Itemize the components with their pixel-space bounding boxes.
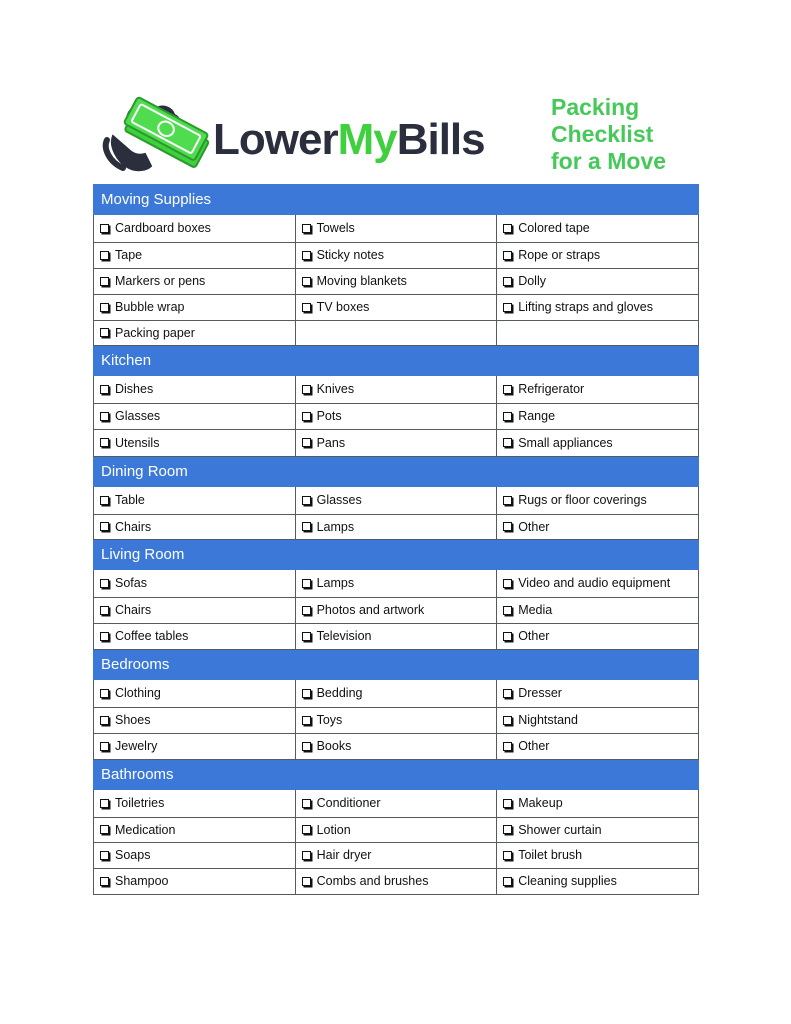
- checklist-item[interactable]: [503, 603, 552, 617]
- checklist-item[interactable]: [100, 248, 142, 262]
- checklist-item-label: Clothing: [115, 686, 161, 701]
- checkbox-icon[interactable]: [302, 303, 311, 312]
- brand-wordmark: [213, 115, 485, 164]
- checklist-item-label: Shoes: [115, 713, 151, 728]
- checklist-cell: [94, 570, 296, 598]
- checkbox-icon[interactable]: [503, 606, 512, 615]
- lowermybills-logo: [99, 96, 519, 178]
- checklist-item[interactable]: [503, 436, 613, 450]
- checkbox-icon[interactable]: [503, 825, 512, 834]
- checklist-cell: [295, 790, 497, 818]
- checklist-cell: [497, 404, 699, 430]
- checklist-item[interactable]: [100, 520, 151, 534]
- checklist-item-label: Colored tape: [518, 221, 590, 236]
- checklist-row: [94, 215, 699, 243]
- checkbox-icon[interactable]: [302, 224, 311, 233]
- checklist-item[interactable]: [503, 248, 600, 262]
- checklist-cell: [94, 404, 296, 430]
- checklist-cell: [94, 843, 296, 869]
- checklist-item[interactable]: [302, 796, 381, 810]
- title-line: Checklist: [551, 121, 654, 147]
- checklist-item-label: Tape: [115, 248, 143, 263]
- checklist-cell: [295, 624, 497, 650]
- checklist-row: [94, 708, 699, 734]
- checklist-item[interactable]: [100, 603, 151, 617]
- brand-wordmark-bills: Bills: [396, 115, 485, 164]
- checkbox-icon[interactable]: [302, 877, 311, 886]
- checklist-cell: [497, 295, 699, 321]
- checkbox-icon[interactable]: [100, 438, 109, 447]
- checklist-item-label: Dishes: [115, 382, 154, 397]
- checkbox-icon[interactable]: [100, 496, 109, 505]
- checklist-cell: [295, 843, 497, 869]
- checklist-row: [94, 376, 699, 404]
- checklist-cell: [497, 680, 699, 708]
- checklist-item[interactable]: [503, 739, 549, 753]
- checklist-item-label: Photos and artwork: [316, 603, 425, 618]
- checklist-cell: [295, 215, 497, 243]
- checklist-item[interactable]: [302, 629, 372, 643]
- page-title: [551, 94, 701, 175]
- checkbox-icon[interactable]: [503, 851, 512, 860]
- checkbox-icon[interactable]: [503, 689, 512, 698]
- checklist-cell: [497, 843, 699, 869]
- checklist-row: [94, 404, 699, 430]
- checklist-item-label: Toilet brush: [518, 848, 583, 863]
- checklist-cell: [295, 404, 497, 430]
- checklist-cell: [295, 818, 497, 843]
- checklist-item[interactable]: [302, 576, 355, 590]
- checklist-cell: [94, 790, 296, 818]
- checklist-item[interactable]: [302, 603, 425, 617]
- section-header: [94, 650, 699, 680]
- checklist-cell: [497, 708, 699, 734]
- checklist-item-label: Dresser: [518, 686, 562, 701]
- checklist-item[interactable]: [100, 221, 211, 235]
- checklist-item[interactable]: [100, 848, 150, 862]
- checkbox-icon[interactable]: [100, 877, 109, 886]
- checklist-item-label: Range: [518, 409, 556, 424]
- checklist-item[interactable]: [100, 686, 161, 700]
- brand-wordmark-lower: Lower: [213, 115, 338, 164]
- checklist-item[interactable]: [503, 300, 653, 314]
- checklist-item-label: Jewelry: [115, 739, 158, 754]
- checklist-item-label: Pots: [316, 409, 342, 424]
- checklist-item-label: Towels: [316, 221, 355, 236]
- checklist-item-label: Coffee tables: [115, 629, 189, 644]
- checklist-item[interactable]: [503, 409, 555, 423]
- checkbox-icon[interactable]: [302, 522, 311, 531]
- checkbox-icon[interactable]: [302, 799, 311, 808]
- checklist-item[interactable]: [503, 221, 590, 235]
- checklist-item-label: Shampoo: [115, 874, 169, 889]
- checklist-item[interactable]: [100, 382, 153, 396]
- checklist-item[interactable]: [302, 274, 407, 288]
- checklist-item-label: Sofas: [115, 576, 147, 591]
- checkbox-icon[interactable]: [100, 825, 109, 834]
- checklist-item-label: Bubble wrap: [115, 300, 185, 315]
- checklist-cell: [497, 321, 699, 346]
- checklist-row: [94, 570, 699, 598]
- checklist-cell: [94, 598, 296, 624]
- checklist-item-label: Lotion: [316, 822, 351, 837]
- checkbox-icon[interactable]: [100, 632, 109, 641]
- checklist-item[interactable]: [302, 823, 351, 837]
- checklist-row: [94, 295, 699, 321]
- checkbox-icon[interactable]: [302, 851, 311, 860]
- checkbox-icon[interactable]: [100, 742, 109, 751]
- checkbox-icon[interactable]: [302, 438, 311, 447]
- money-in-hand-icon: [99, 96, 211, 176]
- section-title: Bedrooms: [94, 650, 699, 680]
- checklist-item[interactable]: [302, 300, 370, 314]
- section-header: [94, 346, 699, 376]
- checklist-item[interactable]: [302, 739, 352, 753]
- checklist-cell: [497, 734, 699, 760]
- checklist-item-label: Pans: [316, 435, 346, 450]
- checkbox-icon[interactable]: [302, 742, 311, 751]
- checklist-row: [94, 487, 699, 515]
- checklist-item[interactable]: [302, 436, 346, 450]
- checklist-cell: [94, 487, 296, 515]
- checklist-item-label: Lifting straps and gloves: [518, 300, 653, 315]
- checklist-row: [94, 843, 699, 869]
- checkbox-icon[interactable]: [503, 632, 512, 641]
- brand-wordmark-my: My: [337, 115, 397, 164]
- checklist-item[interactable]: [302, 382, 355, 396]
- checklist-item-label: Medication: [115, 822, 176, 837]
- checklist-item-label: Lamps: [316, 576, 355, 591]
- checklist-item-label: Shower curtain: [518, 822, 602, 837]
- checklist-item[interactable]: [302, 221, 355, 235]
- checklist-cell: [295, 869, 497, 895]
- checklist-item[interactable]: [503, 629, 549, 643]
- checklist-item-label: Other: [518, 629, 550, 644]
- checklist-cell: [295, 680, 497, 708]
- section-header: [94, 185, 699, 215]
- checklist-cell: [94, 624, 296, 650]
- checklist-item-label: Small appliances: [518, 435, 613, 450]
- title-line: for a Move: [551, 148, 667, 174]
- checklist-item[interactable]: [503, 520, 549, 534]
- checklist-cell: [94, 818, 296, 843]
- checkbox-icon[interactable]: [302, 412, 311, 421]
- checklist-item-label: Rugs or floor coverings: [518, 493, 647, 508]
- checklist-item-label: Hair dryer: [316, 848, 372, 863]
- checklist-item[interactable]: [503, 493, 647, 507]
- checklist-cell: [497, 790, 699, 818]
- checkbox-icon[interactable]: [100, 385, 109, 394]
- checklist-cell: [295, 487, 497, 515]
- section-title: Living Room: [94, 540, 699, 570]
- checklist-row: [94, 734, 699, 760]
- checkbox-icon[interactable]: [100, 606, 109, 615]
- checklist-cell: [295, 515, 497, 540]
- checklist-row: [94, 790, 699, 818]
- checklist-item-label: Knives: [316, 382, 355, 397]
- checklist-item[interactable]: [100, 300, 185, 314]
- checklist-item-label: Other: [518, 519, 550, 534]
- checklist-item-label: Makeup: [518, 796, 563, 811]
- checklist-item-label: TV boxes: [316, 300, 370, 315]
- checklist-item[interactable]: [503, 576, 670, 590]
- checklist-cell: [295, 295, 497, 321]
- checklist-cell: [295, 243, 497, 269]
- checklist-row: [94, 818, 699, 843]
- checklist-cell: [497, 430, 699, 457]
- checklist-cell: [295, 269, 497, 295]
- checklist-item[interactable]: [100, 493, 145, 507]
- checklist-item[interactable]: [100, 436, 159, 450]
- checkbox-icon[interactable]: [503, 277, 512, 286]
- checklist-cell: [497, 376, 699, 404]
- checklist-item[interactable]: [503, 686, 562, 700]
- checklist-cell: [94, 215, 296, 243]
- checkbox-icon[interactable]: [100, 851, 109, 860]
- checkbox-icon[interactable]: [503, 522, 512, 531]
- checklist-item[interactable]: [302, 248, 384, 262]
- checkbox-icon[interactable]: [100, 689, 109, 698]
- checklist-item-label: Lamps: [316, 519, 355, 534]
- checklist-item-label: Media: [518, 603, 553, 618]
- checklist-cell: [94, 680, 296, 708]
- checkbox-icon[interactable]: [302, 689, 311, 698]
- section-title: Kitchen: [94, 346, 699, 376]
- checklist-item[interactable]: [503, 713, 578, 727]
- checkbox-icon[interactable]: [302, 716, 311, 725]
- checkbox-icon[interactable]: [100, 303, 109, 312]
- checklist-item-label: Chairs: [115, 603, 152, 618]
- checklist-cell: [295, 430, 497, 457]
- checkbox-icon[interactable]: [302, 579, 311, 588]
- checklist-item[interactable]: [302, 874, 429, 888]
- checkbox-icon[interactable]: [100, 412, 109, 421]
- checklist-item[interactable]: [100, 629, 188, 643]
- checklist-cell: [295, 708, 497, 734]
- checklist-cell: [295, 321, 497, 346]
- checkbox-icon[interactable]: [503, 251, 512, 260]
- checklist-item-label: Dolly: [518, 274, 546, 289]
- checklist-item[interactable]: [302, 713, 343, 727]
- checklist-item-label: Chairs: [115, 519, 152, 534]
- checklist-item[interactable]: [100, 326, 195, 340]
- checklist-item[interactable]: [503, 274, 546, 288]
- checklist-item-label: Combs and brushes: [316, 874, 429, 889]
- checklist-table: [93, 184, 699, 895]
- checkbox-icon[interactable]: [302, 251, 311, 260]
- checklist-item[interactable]: [100, 274, 205, 288]
- checklist-cell: [295, 734, 497, 760]
- checklist-cell: [497, 487, 699, 515]
- checklist-cell: [497, 598, 699, 624]
- checklist-cell: [94, 515, 296, 540]
- checklist-item-label: Other: [518, 739, 550, 754]
- checklist-cell: [94, 708, 296, 734]
- checklist-item-label: Television: [316, 629, 372, 644]
- checklist-row: [94, 430, 699, 457]
- checklist-row: [94, 243, 699, 269]
- checkbox-icon[interactable]: [503, 224, 512, 233]
- section-title: Bathrooms: [94, 760, 699, 790]
- checklist-item-label: Bedding: [316, 686, 363, 701]
- checklist-item[interactable]: [100, 409, 160, 423]
- checklist-item-label: Toiletries: [115, 796, 165, 811]
- checklist-cell: [94, 269, 296, 295]
- checkbox-icon[interactable]: [503, 716, 512, 725]
- checklist-cell: [295, 376, 497, 404]
- checklist-item[interactable]: [302, 848, 372, 862]
- checklist-item[interactable]: [302, 409, 342, 423]
- checkbox-icon[interactable]: [100, 277, 109, 286]
- checkbox-icon[interactable]: [503, 496, 512, 505]
- checklist-item-label: Packing paper: [115, 325, 195, 340]
- checklist-item-label: Moving blankets: [316, 274, 407, 289]
- checkbox-icon[interactable]: [100, 716, 109, 725]
- checklist-item-label: Glasses: [115, 409, 161, 424]
- checklist-item[interactable]: [302, 686, 363, 700]
- checklist-item-label: Books: [316, 739, 352, 754]
- checklist-item-label: Refrigerator: [518, 382, 585, 397]
- checklist-item[interactable]: [100, 823, 175, 837]
- checklist-item-label: Cardboard boxes: [115, 221, 211, 236]
- checkbox-icon[interactable]: [302, 825, 311, 834]
- checklist-row: [94, 321, 699, 346]
- checkbox-icon[interactable]: [302, 385, 311, 394]
- checklist-item-label: Glasses: [316, 493, 362, 508]
- page-header: [93, 92, 698, 182]
- checklist-cell: [94, 243, 296, 269]
- checklist-item[interactable]: [503, 874, 617, 888]
- checkbox-icon[interactable]: [302, 606, 311, 615]
- checklist-item-label: Utensils: [115, 435, 160, 450]
- checklist-row: [94, 869, 699, 895]
- checklist-item-label: Table: [115, 493, 145, 508]
- checklist-item[interactable]: [100, 874, 169, 888]
- checkbox-icon[interactable]: [503, 303, 512, 312]
- checkbox-icon[interactable]: [503, 877, 512, 886]
- checklist-item-label: Cleaning supplies: [518, 874, 617, 889]
- checklist-item-label: Conditioner: [316, 796, 381, 811]
- checkbox-icon[interactable]: [503, 438, 512, 447]
- checklist-item-label: Markers or pens: [115, 274, 206, 289]
- checklist-cell: [295, 570, 497, 598]
- checklist-item-label: Rope or straps: [518, 248, 601, 263]
- section-title: Moving Supplies: [94, 185, 699, 215]
- checkbox-icon[interactable]: [503, 579, 512, 588]
- checklist-item[interactable]: [100, 796, 164, 810]
- checklist-row: [94, 269, 699, 295]
- checklist-item[interactable]: [503, 823, 601, 837]
- checklist-cell: [94, 295, 296, 321]
- checklist-cell: [94, 376, 296, 404]
- section-header: [94, 540, 699, 570]
- checklist-cell: [497, 570, 699, 598]
- checklist-cell: [94, 321, 296, 346]
- checklist-item[interactable]: [100, 576, 147, 590]
- checklist-cell: [497, 269, 699, 295]
- checklist-item[interactable]: [100, 739, 157, 753]
- checklist-cell: [497, 215, 699, 243]
- section-title: Dining Room: [94, 457, 699, 487]
- checkbox-icon[interactable]: [302, 496, 311, 505]
- checklist-cell: [497, 624, 699, 650]
- checkbox-icon[interactable]: [100, 328, 109, 337]
- checklist-cell: [497, 869, 699, 895]
- checkbox-icon[interactable]: [503, 412, 512, 421]
- checkbox-icon[interactable]: [100, 224, 109, 233]
- checkbox-icon[interactable]: [302, 632, 311, 641]
- checklist-item[interactable]: [302, 520, 355, 534]
- checklist-item-label: Soaps: [115, 848, 151, 863]
- checklist-item-label: Nightstand: [518, 713, 578, 728]
- checklist-row: [94, 515, 699, 540]
- checklist-cell: [94, 734, 296, 760]
- checklist-row: [94, 680, 699, 708]
- checklist-item[interactable]: [100, 713, 150, 727]
- checklist-item-label: Video and audio equipment: [518, 576, 671, 591]
- checkbox-icon[interactable]: [503, 799, 512, 808]
- checklist-item[interactable]: [503, 796, 562, 810]
- section-header: [94, 760, 699, 790]
- checkbox-icon[interactable]: [100, 799, 109, 808]
- checklist-item[interactable]: [503, 848, 582, 862]
- checklist-item[interactable]: [302, 493, 362, 507]
- checklist-item-label: Toys: [316, 713, 343, 728]
- checklist-cell: [497, 818, 699, 843]
- checkbox-icon[interactable]: [100, 522, 109, 531]
- title-line: Packing: [551, 94, 640, 120]
- checkbox-icon[interactable]: [100, 579, 109, 588]
- checklist-item[interactable]: [503, 382, 584, 396]
- checklist-cell: [94, 430, 296, 457]
- checkbox-icon[interactable]: [100, 251, 109, 260]
- checkbox-icon[interactable]: [503, 385, 512, 394]
- checklist-cell: [497, 243, 699, 269]
- checklist-cell: [295, 598, 497, 624]
- checklist-row: [94, 624, 699, 650]
- section-header: [94, 457, 699, 487]
- checkbox-icon[interactable]: [302, 277, 311, 286]
- checkbox-icon[interactable]: [503, 742, 512, 751]
- checklist-item-label: Sticky notes: [316, 248, 384, 263]
- checklist-cell: [497, 515, 699, 540]
- checklist-cell: [94, 869, 296, 895]
- checklist-row: [94, 598, 699, 624]
